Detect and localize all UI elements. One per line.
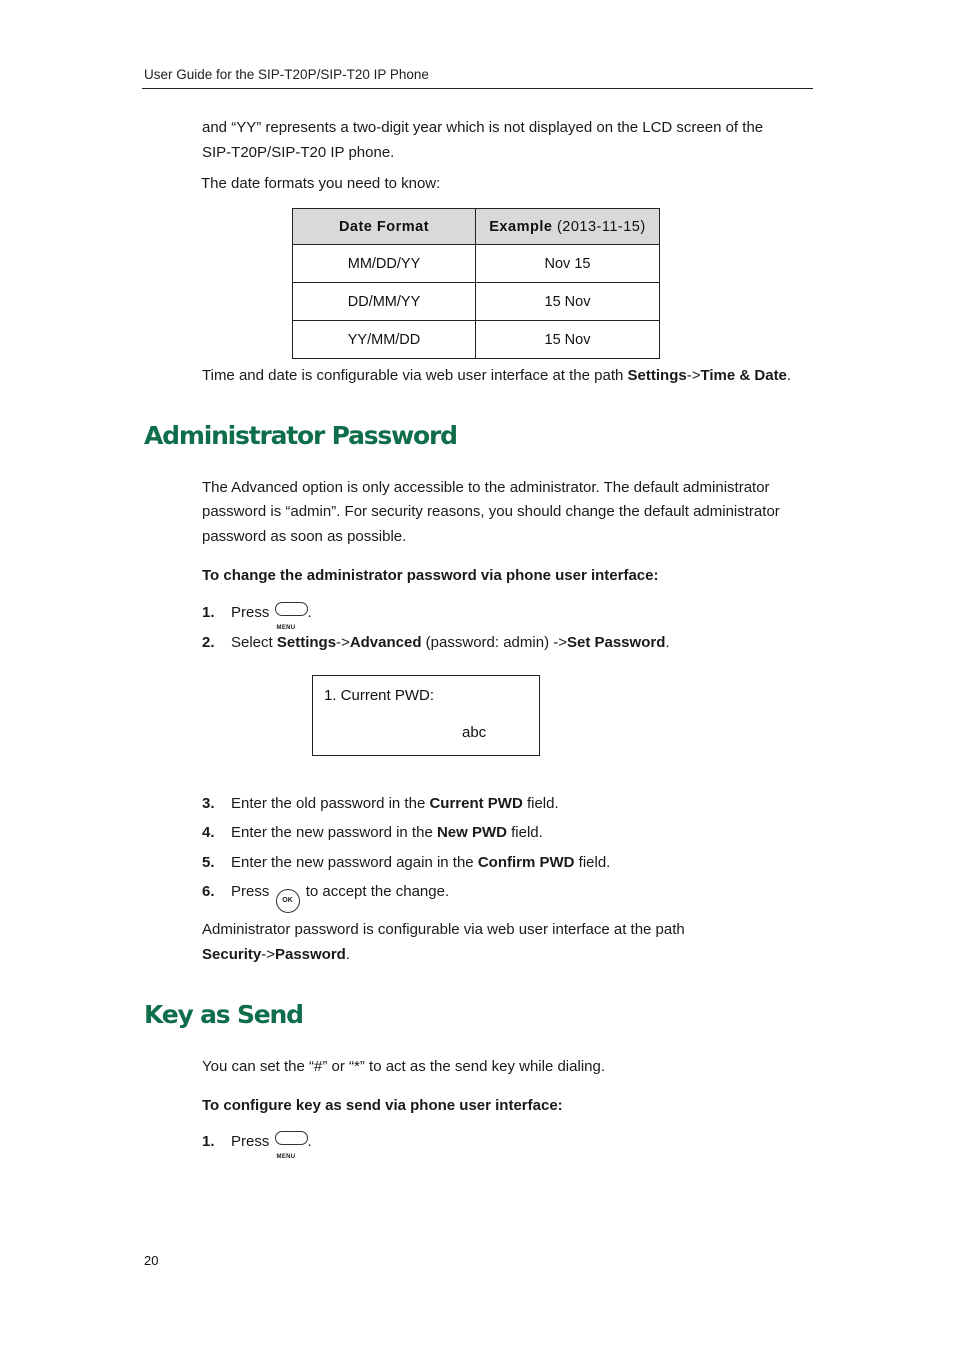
admin-step-1: 1. Press MENU . <box>202 604 312 631</box>
section-heading-key-as-send: Key as Send <box>144 1000 303 1029</box>
table-row <box>293 283 660 321</box>
date-format-table <box>292 208 660 359</box>
admin-note-line-2: Security->Password. <box>202 946 351 963</box>
header-divider <box>142 88 813 89</box>
menu-key-icon: MENU <box>274 1131 308 1153</box>
table-header-row <box>293 209 660 245</box>
menu-key-icon: MENU <box>274 602 308 624</box>
table-row <box>293 321 660 359</box>
menu-path-settings: Settings <box>276 634 337 651</box>
example-cell: Nov 15 <box>476 245 660 283</box>
column-header-example: Example (2013-11-15) <box>476 209 660 245</box>
menu-path-set-password: Set Password <box>566 634 666 651</box>
admin-note-line-1: Administrator password is configurable via web user interface at the path <box>202 921 685 938</box>
menu-path-settings: Settings <box>627 367 687 384</box>
menu-path-time-date: Time & Date <box>700 367 787 384</box>
admin-step-2: 2. Select Settings->Advanced (password: admin) ->Set Password. <box>202 634 670 651</box>
section-heading-administrator-password: Administrator Password <box>144 421 457 450</box>
date-format-cell: YY/MM/DD <box>293 321 476 359</box>
key-send-para: You can set the “#” or “*” to act as the send key while dialing. <box>202 1058 606 1075</box>
admin-step-5: 5. Enter the new password again in the Confirm PWD field. <box>202 854 611 871</box>
date-format-cell: DD/MM/YY <box>293 283 476 321</box>
intro-line-1: and “YY” represents a two-digit year which is not displayed on the LCD screen of the <box>202 119 764 136</box>
key-send-step-1: 1. Press MENU . <box>202 1133 312 1160</box>
column-header-date-format: Date Format <box>293 209 476 245</box>
menu-path-security: Security <box>202 946 262 963</box>
lcd-screen-illustration <box>312 675 540 756</box>
time-date-config-note: Time and date is configurable via web user interface at the path Settings->Time & Date. <box>202 367 792 384</box>
admin-para-line-1: The Advanced option is only accessible to the administrator. The default administrator <box>202 479 770 496</box>
admin-para-line-2: password is “admin”. For security reasons, you should change the default administrator <box>202 503 780 520</box>
field-name-current-pwd: Current PWD <box>429 795 523 812</box>
admin-step-4: 4. Enter the new password in the New PWD field. <box>202 824 543 841</box>
field-name-new-pwd: New PWD <box>436 824 507 841</box>
intro-line-2: SIP-T20P/SIP-T20 IP phone. <box>202 144 395 161</box>
date-format-cell: MM/DD/YY <box>293 245 476 283</box>
lcd-current-pwd-label: 1. Current PWD: <box>324 687 435 704</box>
example-date-note: (2013-11-15) <box>556 218 646 235</box>
admin-step-3: 3. Enter the old password in the Current PWD field. <box>202 795 559 812</box>
admin-para-line-3: password as soon as possible. <box>202 528 407 545</box>
admin-step-6: 6. Press OK to accept the change. <box>202 879 449 913</box>
date-formats-intro: The date formats you need to know: <box>201 175 441 192</box>
example-cell: 15 Nov <box>476 283 660 321</box>
running-header: User Guide for the SIP-T20P/SIP-T20 IP Phone <box>144 67 429 82</box>
key-send-procedure-title: To configure key as send via phone user interface: <box>202 1097 563 1114</box>
admin-procedure-title: To change the administrator password via phone user interface: <box>202 567 659 584</box>
page-number: 20 <box>144 1253 159 1268</box>
example-cell: 15 Nov <box>476 321 660 359</box>
lcd-password-value: abc <box>462 724 487 741</box>
menu-path-advanced: Advanced <box>349 634 422 651</box>
field-name-confirm-pwd: Confirm PWD <box>477 854 575 871</box>
ok-key-icon: OK <box>276 889 300 913</box>
table-row <box>293 245 660 283</box>
menu-path-password: Password <box>274 946 346 963</box>
